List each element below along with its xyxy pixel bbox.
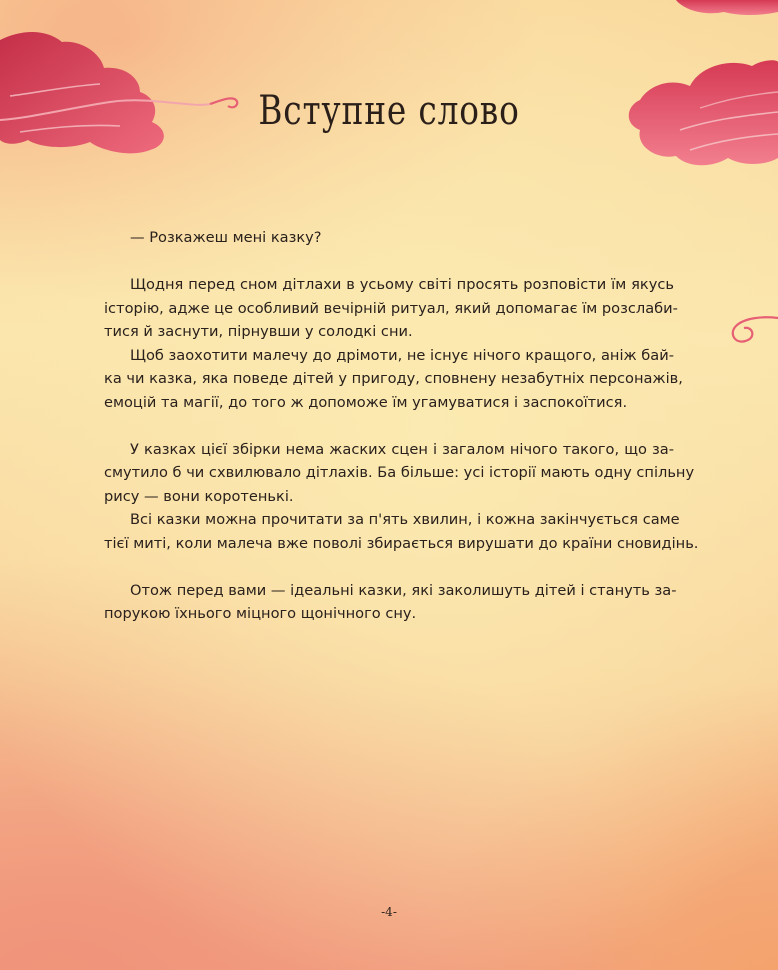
right-swirl-icon [733, 317, 778, 341]
text-line: Всі казки можна прочитати за п'ять хвилин, і кожна закінчується саме [130, 511, 680, 528]
body-text [104, 226, 699, 626]
text-line: Отож перед вами — ідеальні казки, які заколишуть дітей і стануть за- [130, 581, 677, 599]
text-line: ка чи казка, яка поведе дітей у пригоду, сповнену незабутніх персонажів, [104, 370, 683, 387]
page-title: Вступне слово [258, 88, 520, 134]
text-line: — Розкажеш мені казку? [130, 229, 322, 246]
page-number: -4- [381, 905, 397, 919]
text-line: рису — вони коротенькі. [104, 487, 294, 505]
text-line: порукою їхнього міцного щонічного сну. [104, 605, 417, 622]
text-line: Щодня перед сном дітлахи в усьому світі просять розповісти їм якусь [130, 276, 674, 293]
text-line: тієї миті, коли малеча вже поволі збирається вирушати до країни сновидінь. [104, 534, 699, 552]
text-line: У казках цієї збірки нема жаских сцен і загалом нічого такого, що за- [130, 440, 674, 458]
top-right-small-cloud-icon [676, 0, 778, 15]
text-line: тися й заснути, пірнувши у солодкі сни. [104, 323, 413, 340]
text-line: історію, адже це особливий вечірній ритуал, який допомагає їм розслаби- [104, 299, 678, 317]
text-line: смутило б чи схвилювало дітлахів. Ба більше: усі історії мають одну спільну [104, 464, 695, 481]
text-line: Щоб заохотити малечу до дрімоти, не існує нічого кращого, аніж бай- [130, 346, 674, 364]
text-line: емоцій та магії, до того ж допоможе їм угамуватися і заспокоїтися. [104, 393, 628, 411]
